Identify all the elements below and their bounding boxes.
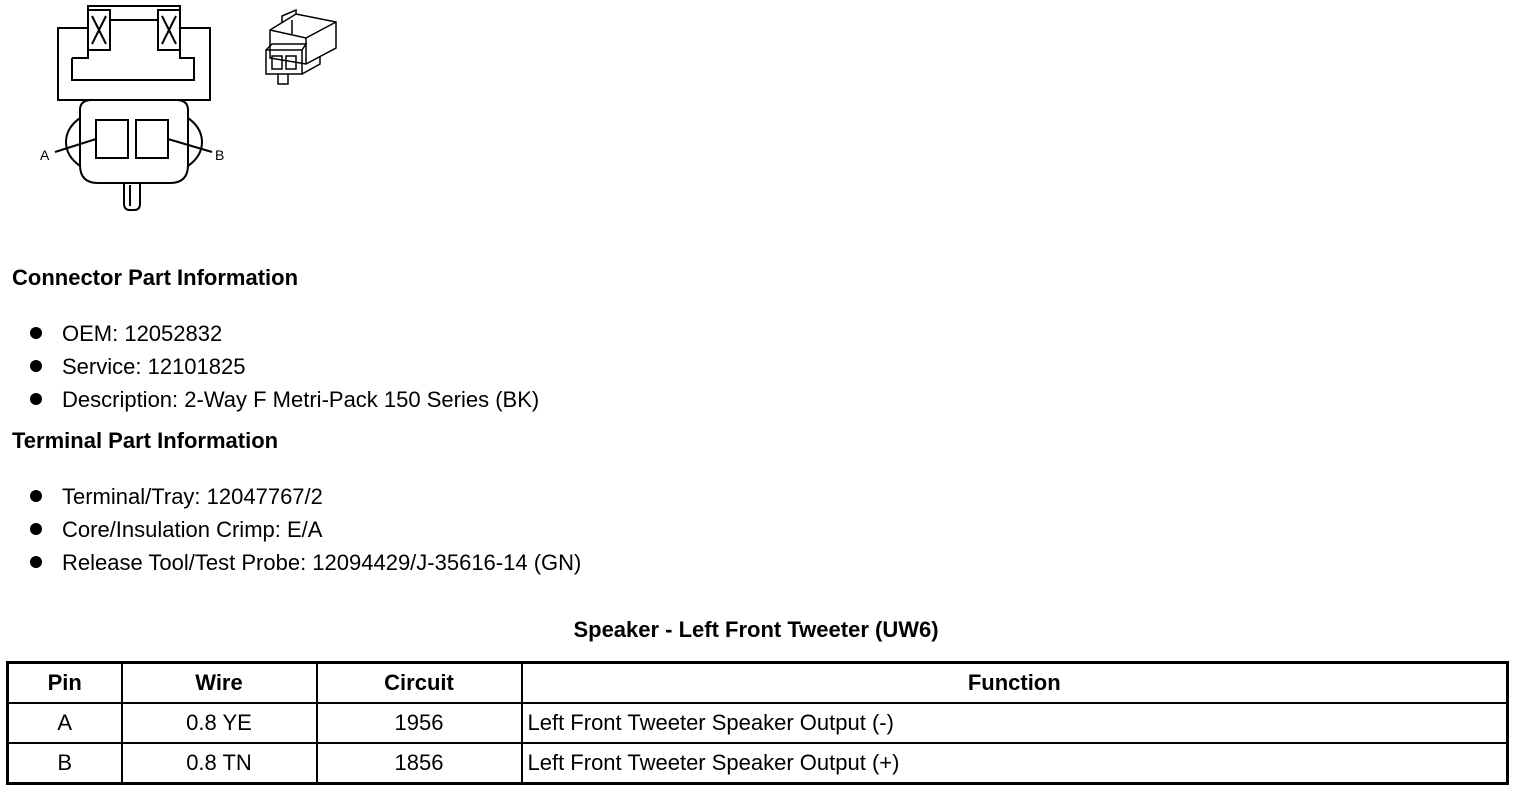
pin-label-b: B	[215, 147, 225, 163]
cell-wire: 0.8 TN	[122, 743, 317, 784]
terminal-part-information-heading: Terminal Part Information	[12, 428, 279, 453]
terminal-tray: Terminal/Tray: 12047767/2	[62, 484, 323, 509]
column-header-pin: Pin	[8, 663, 122, 704]
bullet-icon	[30, 523, 42, 535]
connector-isometric-view	[266, 10, 336, 84]
column-header-wire: Wire	[122, 663, 317, 704]
bullet-icon	[30, 360, 42, 372]
cell-function: Left Front Tweeter Speaker Output (+)	[522, 743, 1508, 784]
cell-pin: B	[8, 743, 122, 784]
connector-part-information-heading: Connector Part Information	[12, 265, 299, 290]
connector-illustration	[0, 0, 360, 220]
service-part-number: Service: 12101825	[62, 354, 246, 379]
release-tool-test-probe: Release Tool/Test Probe: 12094429/J-35616-14 (GN)	[62, 550, 582, 575]
table-row	[8, 703, 1508, 743]
bullet-icon	[30, 327, 42, 339]
bullet-icon	[30, 490, 42, 502]
bullet-icon	[30, 393, 42, 405]
cell-circuit: 1856	[317, 743, 522, 784]
bullet-icon	[30, 556, 42, 568]
cell-wire: 0.8 YE	[122, 703, 317, 743]
cell-circuit: 1956	[317, 703, 522, 743]
column-header-circuit: Circuit	[317, 663, 522, 704]
connector-face-view	[55, 6, 212, 210]
oem-part-number: OEM: 12052832	[62, 321, 223, 346]
pin-label-a: A	[40, 147, 50, 163]
cell-function: Left Front Tweeter Speaker Output (-)	[522, 703, 1508, 743]
connector-description: Description: 2-Way F Metri-Pack 150 Series (BK)	[62, 387, 540, 412]
table-row	[8, 743, 1508, 784]
pinout-table	[6, 661, 1509, 785]
pinout-table-title: Speaker - Left Front Tweeter (UW6)	[573, 617, 939, 642]
cell-pin: A	[8, 703, 122, 743]
core-insulation-crimp: Core/Insulation Crimp: E/A	[62, 517, 323, 542]
column-header-function: Function	[522, 663, 1508, 704]
table-header-row	[8, 663, 1508, 704]
